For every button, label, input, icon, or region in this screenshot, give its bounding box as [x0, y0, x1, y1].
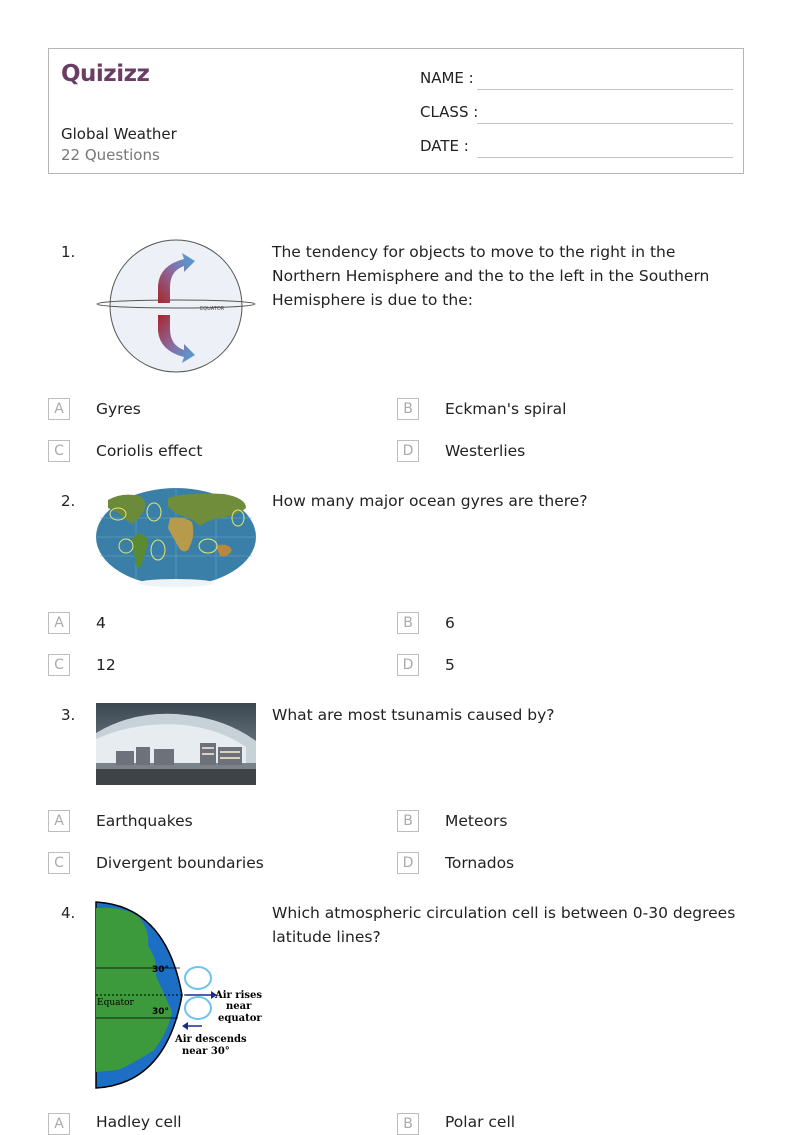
option-letter-box[interactable]: C — [48, 440, 70, 462]
option-text[interactable]: Tornados — [445, 854, 515, 872]
name-label: NAME : — [420, 69, 474, 87]
svg-text:EQUATOR: EQUATOR — [200, 306, 225, 312]
option-text[interactable]: 6 — [445, 614, 455, 632]
question-number: 1. — [61, 243, 76, 261]
option-text[interactable]: Hadley cell — [96, 1113, 182, 1131]
question-number: 4. — [61, 904, 76, 922]
option-text[interactable]: 5 — [445, 656, 455, 674]
svg-text:equator: equator — [218, 1013, 262, 1024]
option-text[interactable]: 4 — [96, 614, 106, 632]
svg-text:Quizizz: Quizizz — [61, 61, 150, 87]
hadley-cell-diagram-image — [96, 902, 262, 1088]
tsunami-photo-image — [96, 703, 256, 785]
class-label: CLASS : — [420, 103, 479, 121]
question-number: 3. — [61, 706, 76, 724]
option-letter-box[interactable]: C — [48, 654, 70, 676]
option-text[interactable]: Eckman's spiral — [445, 400, 567, 418]
svg-text:near 30°: near 30° — [182, 1046, 230, 1057]
option-text[interactable]: 12 — [96, 656, 116, 674]
date-label: DATE : — [420, 137, 469, 155]
option-letter-box[interactable]: B — [397, 398, 419, 420]
ocean-gyres-map-image — [96, 488, 256, 588]
option-text[interactable]: Gyres — [96, 400, 141, 418]
option-text[interactable]: Coriolis effect — [96, 442, 203, 460]
option-letter-box[interactable]: C — [48, 852, 70, 874]
quizizz-logo — [61, 59, 153, 87]
option-letter-box[interactable]: B — [397, 810, 419, 832]
option-text[interactable]: Divergent boundaries — [96, 854, 264, 872]
option-letter-box[interactable]: A — [48, 810, 70, 832]
svg-text:Air rises: Air rises — [215, 990, 262, 1001]
option-letter-box[interactable]: A — [48, 1113, 70, 1135]
svg-text:30°: 30° — [152, 965, 170, 975]
option-text[interactable]: Polar cell — [445, 1113, 516, 1131]
option-text[interactable]: Westerlies — [445, 442, 526, 460]
question-text: What are most tsunamis caused by? — [272, 706, 555, 724]
svg-text:near: near — [226, 1001, 252, 1012]
class-field[interactable] — [477, 123, 733, 124]
question-text: Which atmospheric circulation cell is between 0-30 degrees latitude lines? — [272, 904, 736, 946]
name-field[interactable] — [477, 89, 733, 90]
coriolis-globe-image — [96, 239, 256, 374]
worksheet-header — [48, 48, 744, 174]
option-letter-box[interactable]: A — [48, 398, 70, 420]
date-field[interactable] — [477, 157, 733, 158]
svg-text:Air descends: Air descends — [175, 1034, 247, 1045]
worksheet-title: Global Weather — [61, 125, 177, 143]
option-letter-box[interactable]: B — [397, 1113, 419, 1135]
option-letter-box[interactable]: A — [48, 612, 70, 634]
question-count: 22 Questions — [61, 146, 160, 164]
option-letter-box[interactable]: D — [397, 440, 419, 462]
option-text[interactable]: Meteors — [445, 812, 508, 830]
option-letter-box[interactable]: D — [397, 654, 419, 676]
svg-text:Equator: Equator — [97, 998, 134, 1008]
option-letter-box[interactable]: D — [397, 852, 419, 874]
question-text: The tendency for objects to move to the right in the Northern Hemisphere and the to the left in the Southern Hemisphere is due to the: — [272, 243, 710, 309]
svg-text:30°: 30° — [152, 1007, 170, 1017]
option-text[interactable]: Earthquakes — [96, 812, 193, 830]
question-number: 2. — [61, 492, 76, 510]
question-text: How many major ocean gyres are there? — [272, 492, 588, 510]
option-letter-box[interactable]: B — [397, 612, 419, 634]
